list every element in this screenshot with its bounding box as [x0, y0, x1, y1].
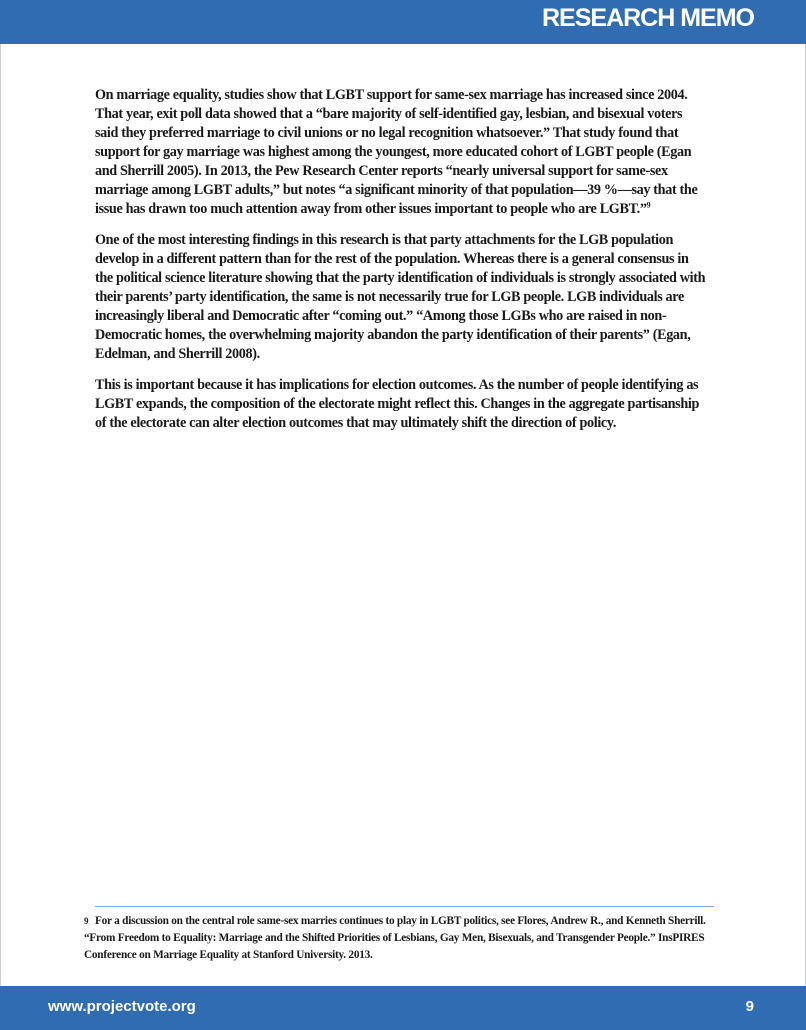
- memo-title: RESEARCH MEMO: [541, 4, 754, 32]
- footer-bar: [0, 986, 806, 1030]
- header-bar: [0, 0, 806, 44]
- footnote-reference[interactable]: 9: [646, 200, 651, 210]
- paragraph-3: This is important because it has implications for election outcomes. As the number of people identifying as LGBT expands, the composition of the electorate might reflect this. Changes in the aggregate partisanship of the electorate can alter election outcomes that may ultimately shift the direction of policy.: [95, 377, 700, 431]
- footer-url-link[interactable]: www.projectvote.org: [48, 998, 196, 1015]
- footnote-number: 9: [84, 916, 89, 926]
- footnote: [84, 913, 724, 964]
- paragraph-1: [95, 86, 707, 219]
- page-number: 9: [745, 998, 754, 1015]
- paragraph-2: One of the most interesting findings in this research is that party attachments for the LGB population develop in a different pattern than for the rest of the population. Whereas there is a general consensus in the political science literature showing that the party identification of individuals is strongly associated with their parents’ party identification, the same is not necessarily true for LGB people. LGB individuals are increasingly liberal and Democratic after “coming out.” “Among those LGBs who are raised in non-Democratic homes, the overwhelming majority abandon the party identification of their parents” (Egan, Edelman, and Sherrill 2008).: [95, 232, 706, 362]
- footnote-text: For a discussion on the central role same-sex marries continues to play in LGBT politics, see Flores, Andrew R., and Kenneth Sherrill. “From Freedom to Equality: Marriage and the Shifted Priorities of Lesbians, Gay Men, Bisexuals, and Transgender People.” InsPIRES Conference on Marriage Equality at Stanford University. 2013.: [84, 915, 706, 961]
- paragraph-1-text: On marriage equality, studies show that LGBT support for same-sex marriage has increased since 2004. That year, exit poll data showed that a “bare majority of self-identified gay, lesbian, and bisexual voters said they preferred marriage to civil unions or no legal recognition whatsoever.” That study found that support for gay marriage was highest among the youngest, more educated cohort of LGBT people (Egan and Sherrill 2005). In 2013, the Pew Research Center reports “nearly universal support for same-sex marriage among LGBT adults,” but notes “a significant minority of that population—39 %—say that the issue has drawn too much attention away from other issues important to people who are LGBT.”: [95, 87, 698, 217]
- memo-body: [95, 86, 707, 445]
- footnote-divider: [95, 906, 714, 907]
